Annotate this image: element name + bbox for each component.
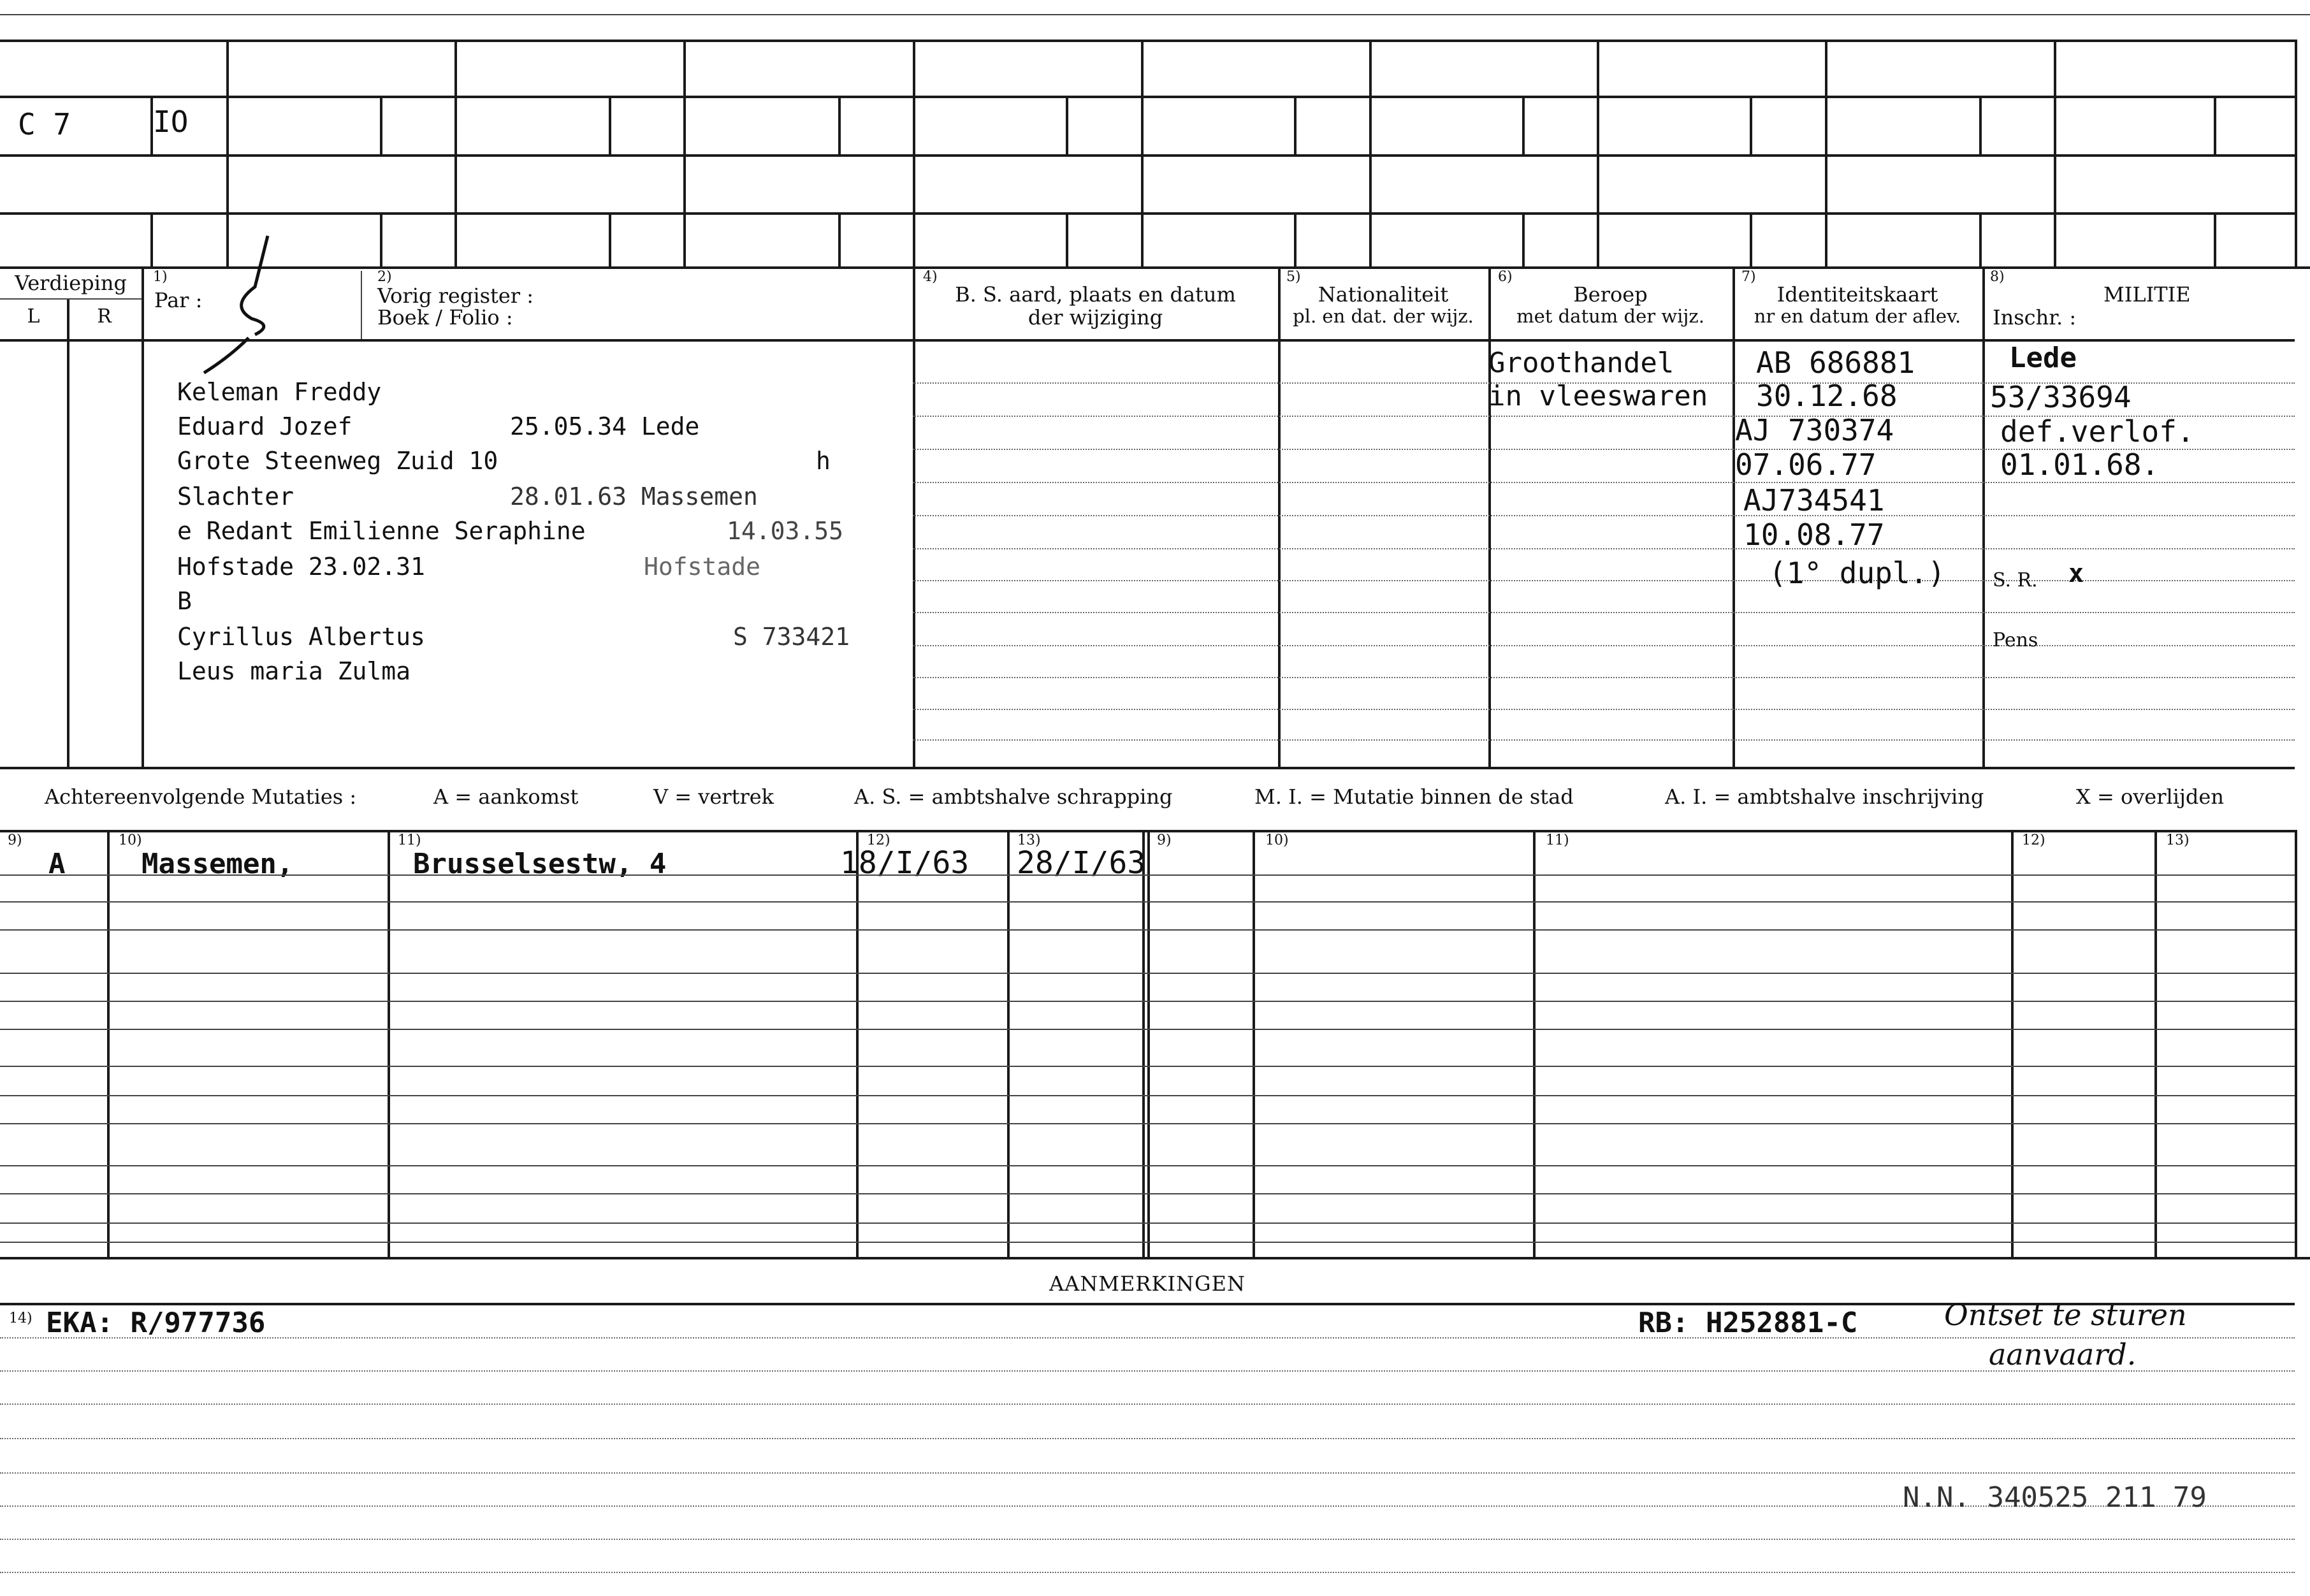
id-card-1-date: 30.12.68 — [1756, 379, 1898, 413]
grid-vline — [1294, 212, 1297, 266]
beroep-header-2: met datum der wijz. — [1516, 305, 1704, 327]
col-number-1: 1) — [153, 269, 168, 285]
grid-vline — [150, 212, 153, 266]
grid-vline — [2054, 40, 2056, 266]
grid-vline — [1979, 96, 1982, 154]
address-note: h — [816, 447, 831, 475]
mut-col-num: 12) — [867, 832, 890, 848]
mut-col-num: 11) — [398, 832, 421, 848]
remark-line — [0, 1539, 2295, 1540]
inschr-label: Inschr. : — [1993, 305, 2077, 330]
grid-vline — [380, 96, 382, 154]
r-header: R — [97, 305, 112, 328]
ruled-line — [913, 739, 2295, 741]
grid-vline — [1979, 212, 1982, 266]
grid-vline — [2295, 40, 2297, 266]
remark-line — [0, 1472, 2295, 1474]
grid-line — [0, 212, 2295, 215]
person-address: Grote Steenweg Zuid 10 — [177, 447, 498, 475]
pens-label: Pens — [1993, 629, 2038, 651]
mutation-place: Massemen, — [142, 848, 294, 880]
id-card-3: AJ734541 — [1743, 483, 1885, 518]
mut-row-line — [0, 901, 2295, 903]
ruled-line — [913, 709, 2295, 710]
grid-line — [0, 266, 2310, 269]
mutaties-top-line — [0, 767, 2295, 769]
col-number-8: 8) — [1990, 269, 2005, 285]
mut-col-num: 9) — [1157, 832, 1172, 848]
mut-row-line — [0, 874, 2295, 876]
legend-as: A. S. = ambtshalve schrapping — [854, 785, 1173, 809]
building-code: C 7 — [18, 107, 71, 141]
grid-vline — [609, 96, 611, 154]
nat-header-2: pl. en dat. der wijz. — [1293, 305, 1474, 327]
grid-vline — [1066, 212, 1068, 266]
person-spouse: e Redant Emilienne Seraphine — [177, 517, 586, 545]
handwritten-note-1: Ontset te sturen — [1944, 1298, 2187, 1332]
boek-folio-label: Boek / Folio : — [377, 305, 513, 330]
beroep-line-1: Groothandel — [1488, 347, 1674, 379]
person-code-b: B — [177, 587, 192, 615]
birth-date-place: 25.05.34 Lede — [510, 412, 700, 440]
person-father: Cyrillus Albertus — [177, 623, 425, 651]
grid-vline — [1597, 40, 1599, 266]
grid-vline — [1522, 212, 1525, 266]
legend-a: A = aankomst — [433, 785, 579, 809]
grid-vline — [913, 40, 915, 266]
mut-row-line — [0, 1193, 2295, 1194]
person-occupation: Slachter — [177, 482, 294, 511]
mutation-type: A — [48, 848, 66, 880]
ruled-line — [913, 515, 2295, 516]
remark-line — [0, 1438, 2295, 1439]
id-card-2-date: 07.06.77 — [1735, 447, 1877, 482]
mutation-date-2: 28/I/63 — [1017, 845, 1146, 881]
ruled-line — [913, 645, 2295, 646]
mut-row-line — [0, 1123, 2295, 1124]
nat-header-1: Nationaliteit — [1318, 282, 1449, 307]
militie-header: MILITIE — [2103, 282, 2191, 307]
aanmerkingen-title: AANMERKINGEN — [1049, 1272, 1246, 1296]
beroep-line-2: in vleeswaren — [1488, 380, 1708, 412]
grid-vline — [838, 212, 841, 266]
marriage-date: 14.03.55 — [727, 517, 844, 545]
aanmerkingen-number: 14) — [9, 1310, 33, 1326]
building-number: IO — [153, 105, 189, 139]
grid-vline — [683, 40, 686, 266]
remark-line — [0, 1404, 2295, 1405]
col-number-7: 7) — [1741, 269, 1756, 285]
eka-number: EKA: R/977736 — [46, 1307, 266, 1339]
mutation-date-1: 18/I/63 — [840, 845, 970, 881]
mut-col-num: 11) — [1546, 832, 1569, 848]
mut-col-num: 13) — [1017, 832, 1041, 848]
mut-col-num: 13) — [2166, 832, 2190, 848]
grid-line — [0, 154, 2295, 157]
legend-ai: A. I. = ambtshalve inschrijving — [1665, 785, 1984, 809]
id-card-2: AJ 730374 — [1735, 413, 1894, 447]
id-card-3-date: 10.08.77 — [1743, 518, 1885, 552]
col-number-6: 6) — [1498, 269, 1513, 285]
bs-header-1: B. S. aard, plaats en datum — [955, 282, 1236, 307]
col-number-5: 5) — [1286, 269, 1301, 285]
grid-vline — [1294, 96, 1297, 154]
militie-date: 01.01.68. — [2000, 447, 2160, 482]
remark-line — [0, 1337, 2295, 1338]
ruled-line — [913, 580, 2295, 581]
grid-vline — [1750, 212, 1752, 266]
grid-vline — [609, 212, 611, 266]
mut-row-line — [0, 1242, 2295, 1243]
sr-value: x — [2068, 559, 2084, 588]
grid-line — [0, 298, 142, 300]
l-header: L — [27, 305, 40, 328]
ruled-line — [913, 482, 2295, 483]
grid-vline — [2214, 96, 2216, 154]
ruled-line — [913, 612, 2295, 613]
grid-vline — [1369, 40, 1372, 266]
legend-mi: M. I. = Mutatie binnen de stad — [1254, 785, 1574, 809]
militie-place: Lede — [2009, 342, 2077, 374]
mut-col-num: 9) — [8, 832, 22, 848]
grid-vline — [1522, 96, 1525, 154]
par-label: Par : — [154, 288, 203, 312]
id-card-duplicate: (1° dupl.) — [1769, 556, 1945, 590]
mutaties-title: Achtereenvolgende Mutaties : — [45, 785, 357, 809]
mut-row-line — [0, 1066, 2295, 1067]
legend-x: X = overlijden — [2076, 785, 2224, 809]
verdieping-header: Verdieping — [15, 271, 127, 295]
grid-vline — [380, 212, 382, 266]
bs-header-2: der wijziging — [1028, 305, 1163, 330]
mut-col-num: 12) — [2022, 832, 2045, 848]
vorig-register-label: Vorig register : — [377, 284, 534, 308]
header-bottom-line — [0, 339, 2295, 342]
remark-line — [0, 1370, 2295, 1372]
sr-label: S. R. — [1993, 569, 2038, 591]
col-line — [67, 298, 69, 767]
rb-number: RB: H252881-C — [1638, 1307, 1858, 1339]
legend-v: V = vertrek — [653, 785, 774, 809]
person-spouse-birth: Hofstade 23.02.31 — [177, 553, 425, 581]
mut-col-line — [2295, 830, 2297, 1257]
ruled-line — [913, 677, 2295, 678]
grid-vline — [454, 40, 457, 266]
militie-status: def.verlof. — [2000, 414, 2195, 449]
mut-row-line — [0, 1165, 2295, 1166]
grid-vline — [838, 96, 841, 154]
grid-line — [0, 40, 2295, 42]
mutaties-bottom-line — [0, 1257, 2310, 1259]
id-reference: S 733421 — [733, 623, 850, 651]
beroep-header-1: Beroep — [1573, 282, 1648, 307]
militie-number: 53/33694 — [1990, 380, 2132, 414]
col-number-2: 2) — [377, 269, 392, 285]
mut-col-num: 10) — [119, 832, 142, 848]
mut-row-line — [0, 1222, 2295, 1224]
national-number: N.N. 340525 211 79 — [1903, 1481, 2207, 1514]
grid-vline — [1750, 96, 1752, 154]
mut-row-line — [0, 1029, 2295, 1030]
id-header-1: Identiteitskaart — [1776, 282, 1938, 307]
mut-col-num: 10) — [1265, 832, 1289, 848]
person-surname: Keleman Freddy — [177, 378, 382, 406]
mutation-address: Brusselsestw, 4 — [413, 848, 667, 880]
grid-vline — [2214, 212, 2216, 266]
par-signature — [191, 229, 306, 376]
col-line — [361, 271, 362, 341]
id-card-1: AB 686881 — [1756, 345, 1915, 380]
grid-vline — [1066, 96, 1068, 154]
grid-vline — [1825, 40, 1827, 266]
grid-line — [0, 96, 2295, 98]
mut-row-line — [0, 1095, 2295, 1096]
person-mother: Leus maria Zulma — [177, 657, 411, 685]
person-firstnames: Eduard Jozef — [177, 412, 352, 440]
spouse-birthplace: Hofstade — [644, 553, 761, 581]
top-edge-line — [0, 14, 2310, 15]
mut-row-line — [0, 929, 2295, 931]
grid-vline — [1141, 40, 1144, 266]
ruled-line — [913, 548, 2295, 549]
remark-line — [0, 1572, 2295, 1573]
col-number-4: 4) — [923, 269, 938, 285]
handwritten-note-2: aanvaard. — [1989, 1337, 2137, 1372]
mut-row-line — [0, 1001, 2295, 1002]
arrival-date-place: 28.01.63 Massemen — [510, 482, 758, 511]
id-header-2: nr en datum der aflev. — [1754, 305, 1961, 327]
mut-row-line — [0, 973, 2295, 974]
